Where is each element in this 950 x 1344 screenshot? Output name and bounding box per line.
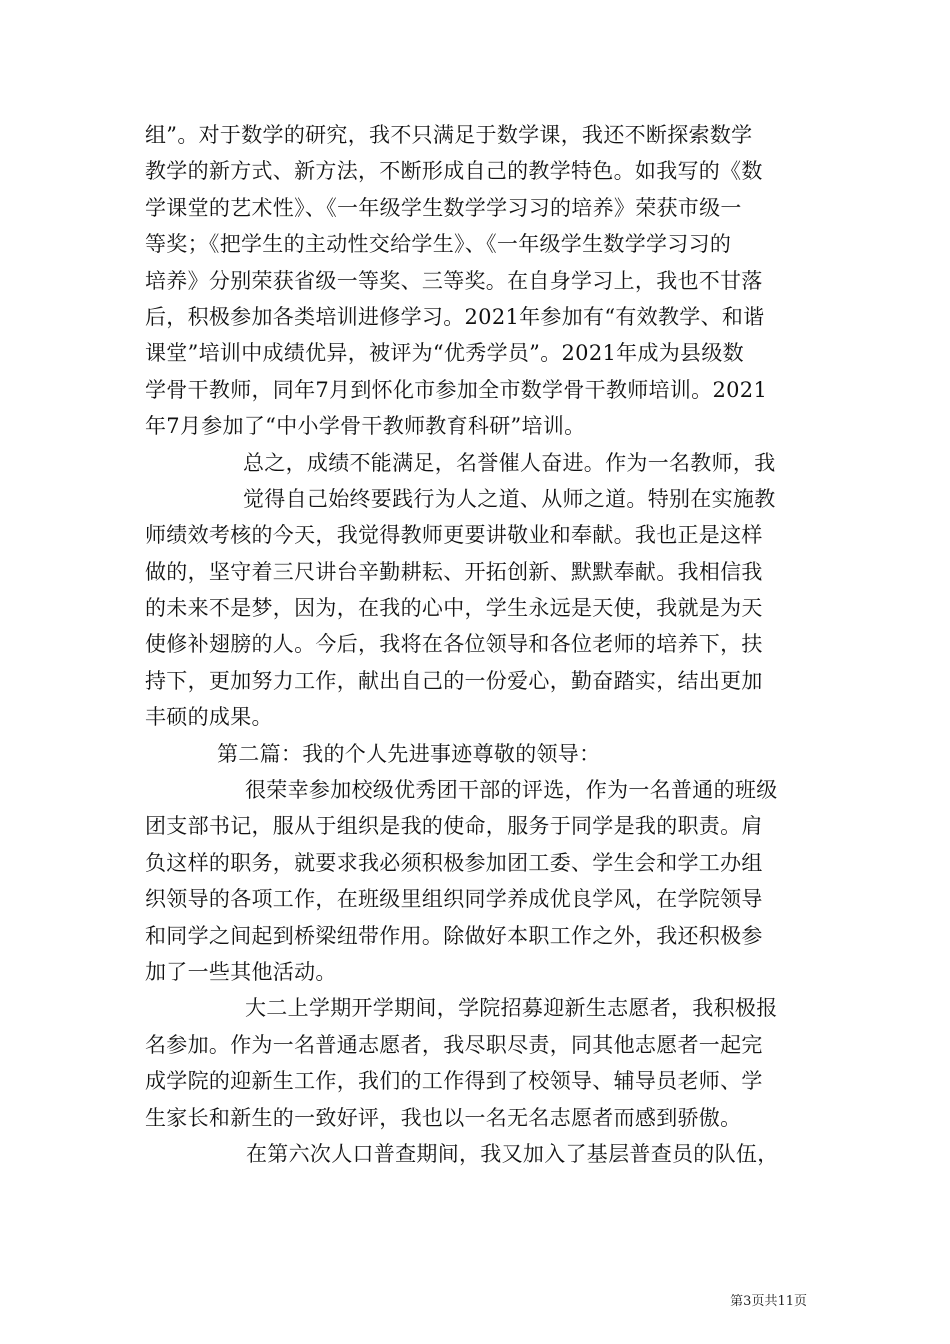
- text-line: 织领导的各项工作，在班级里组织同学养成优良学风，在学院领导: [145, 887, 763, 912]
- text-line: 在第六次人口普查期间，我又加入了基层普查员的队伍，: [246, 1141, 779, 1166]
- text-line: 后，积极参加各类培训进修学习。2021年参加有“有效教学、和谐: [145, 304, 765, 329]
- text-line: 加了一些其他活动。: [145, 959, 337, 984]
- text-line: 觉得自己始终要践行为人之道、从师之道。特别在实施教: [243, 486, 776, 511]
- text-line: 课堂”培训中成绩优异，被评为“优秀学员”。2021年成为县级数: [145, 341, 744, 366]
- text-line: 学骨干教师，同年7月到怀化市参加全市数学骨干教师培训。2021: [145, 377, 768, 402]
- text-line: 培养》分别荣获省级一等奖、三等奖。在自身学习上，我也不甘落: [145, 268, 763, 293]
- text-line: 年7月参加了“中小学骨干教师教育科研”培训。: [145, 414, 586, 439]
- text-line: 成学院的迎新生工作，我们的工作得到了校领导、辅导员老师、学: [145, 1069, 763, 1094]
- page-number: 第3页共11页: [730, 1294, 807, 1309]
- text-line: 很荣幸参加校级优秀团干部的评选，作为一名普通的班级: [245, 778, 778, 803]
- body-text: [145, 117, 808, 1172]
- text-line: 使修补翅膀的人。今后，我将在各位领导和各位老师的培养下，扶: [145, 632, 763, 657]
- text-line: 团支部书记，服从于组织是我的使命，服务于同学是我的职责。肩: [145, 814, 763, 839]
- text-line: 做的，坚守着三尺讲台辛勤耕耘、开拓创新、默默奉献。我相信我: [145, 559, 763, 584]
- text-line: 总之，成绩不能满足，名誉催人奋进。作为一名教师，我: [243, 450, 776, 475]
- text-line: 组”。对于数学的研究，我不只满足于数学课，我还不断探索数学: [145, 123, 753, 147]
- text-line: 大二上学期开学期间，学院招募迎新生志愿者，我积极报: [245, 996, 778, 1021]
- text-line: 丰硕的成果。: [145, 705, 273, 730]
- section-heading: 第二篇：我的个人先进事迹尊敬的领导：: [217, 741, 601, 766]
- text-line: 生家长和新生的一致好评，我也以一名无名志愿者而感到骄傲。: [145, 1105, 742, 1130]
- text-line: 负这样的职务，就要求我必须积极参加团工委、学生会和学工办组: [145, 850, 763, 875]
- text-line: 教学的新方式、新方法，不断形成自己的教学特色。如我写的《数: [145, 159, 763, 184]
- text-line: 等奖；《把学生的主动性交给学生》、《一年级学生数学学习习的: [145, 232, 732, 257]
- text-line: 学课堂的艺术性》、《一年级学生数学学习习的培养》荣获市级一: [145, 195, 742, 220]
- text-line: 和同学之间起到桥梁纽带作用。除做好本职工作之外，我还积极参: [145, 923, 763, 948]
- text-line: 的未来不是梦，因为，在我的心中，学生永远是天使，我就是为天: [145, 596, 763, 621]
- text-line: 名参加。作为一名普通志愿者，我尽职尽责，同其他志愿者一起完: [145, 1032, 763, 1057]
- text-line: 持下，更加努力工作，献出自己的一份爱心，勤奋踏实，结出更加: [145, 668, 763, 693]
- text-line: 师绩效考核的今天，我觉得教师更要讲敬业和奉献。我也正是这样: [145, 523, 763, 548]
